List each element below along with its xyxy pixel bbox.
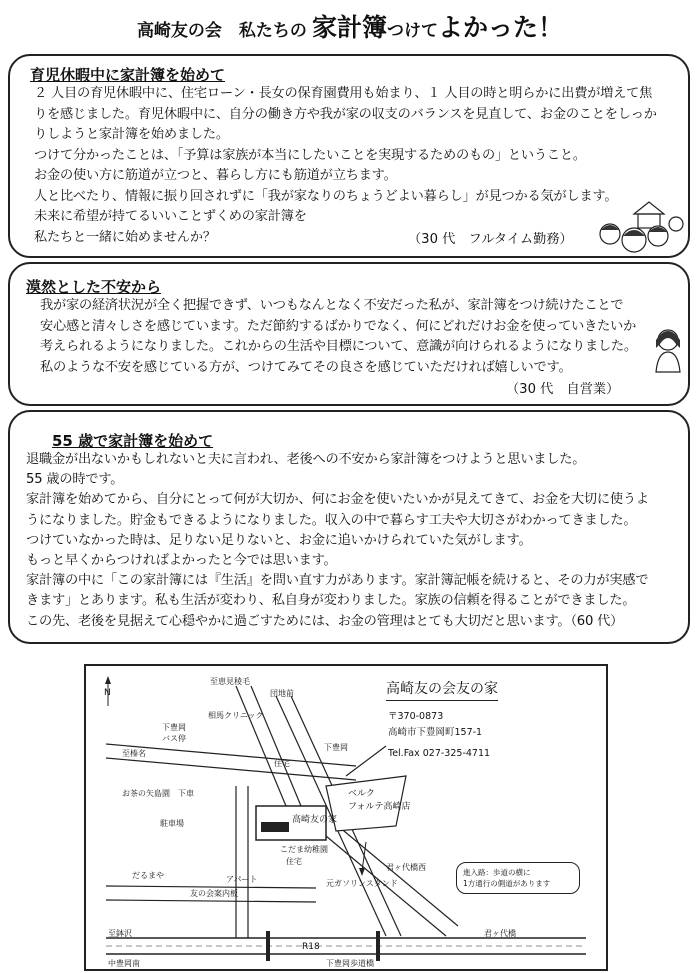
map-label: 高崎友の家: [292, 815, 338, 825]
map-label: 住宅: [274, 759, 290, 768]
woman-illustration: [650, 324, 686, 374]
story-card-2: [8, 262, 690, 406]
story-card-1: [8, 54, 690, 258]
story-heading: 漠然とした不安から: [26, 278, 162, 296]
map-label: 君ヶ代橋西: [386, 863, 426, 872]
entrance-note: 進入路：歩道の横に 1方通行の側道があります: [456, 862, 580, 894]
map-label: 駐車場: [160, 819, 184, 828]
access-map: [84, 664, 608, 971]
map-label: 相馬クリニック: [208, 711, 264, 720]
postal-code: 〒370-0873: [388, 711, 444, 722]
map-label: 君ヶ代橋: [484, 929, 516, 938]
title-prefix: 高崎友の会 私たちの: [136, 21, 307, 41]
map-label: 住宅: [286, 857, 302, 866]
title-main: 家計簿: [312, 13, 388, 42]
story-signature: （30 代 自営業）: [506, 382, 620, 397]
map-label: 至恵見稜毛: [210, 677, 250, 686]
map-label: だるまや: [132, 871, 164, 880]
map-label: 下豊岡歩道橋: [326, 959, 374, 968]
map-label: こだま幼稚園: [280, 845, 328, 854]
title-mid: つけて: [387, 21, 439, 41]
page-title: [0, 8, 700, 44]
story-heading: 育児休暇中に家計簿を始めて: [30, 66, 226, 84]
map-label: 下豊岡 バス停: [162, 723, 186, 743]
story-card-3: [8, 410, 690, 644]
family-illustration: [594, 196, 684, 258]
story-body: 退職金が出ないかもしれないと夫に言われ、老後への不安から家計簿をつけようと思いました。 55 歳の時です。 家計簿を始めてから、自分にとって何が大切か、何にお金を使いたいかが見えてきて、お金を大切に使うよ うになりました。貯金もできるようになりました。収入の中で暮らす工夫や大切さがわかってきました。 つけていなかった時は、足りない足りないと、お金に追いかけられていた気がします。 もっと早くからつければよかったと今では思います。 家計簿の中に「この家計簿には『生活』を問い直す力があります。家計簿記帳を続けると、その力が実感で きます」とあります。私も生活が変わり、私自身が変わりました。家族の信頼を得ることができました。 この先、老後を見据えて心穏やかに過ごすためには、お金の管理はとても大切だと思います。（60 代）: [26, 452, 649, 629]
north-label: N: [104, 688, 111, 698]
phone-fax: Tel.Fax 027-325-4711: [388, 748, 491, 759]
map-label: 元ガソリンスタンド: [326, 879, 398, 888]
map-label: 友の会案内板: [190, 889, 238, 898]
map-label: 至榛名: [122, 749, 146, 758]
map-label: 下豊岡: [324, 743, 348, 752]
story-signature: （30 代 フルタイム勤務）: [408, 232, 573, 247]
title-end: よかった！: [438, 13, 564, 42]
map-label: 団地前: [270, 689, 294, 698]
map-label: R18: [302, 942, 320, 952]
story-heading: 55 歳で家計簿を始めて: [52, 432, 214, 450]
story-body: ２ 人目の育児休暇中に、住宅ローン・長女の保育園費用も始まり、１ 人目の時と明らかに出費が増えて焦 りを感じました。育児休暇中に、自分の働き方や我が家の収支のバランスを見直して、お金のことをしっか りしようと家計簿を始めました。 つけて分かったことは、「予算は家族が本当にしたいことを実現するためのもの」ということ。 お金の使い方に筋道が立つと、暮らし方にも筋道が立ちます。 人と比べたり、情報に振り回されずに「我が家なりのちょうどよい暮らし」が見つかる気がします。 未来に希望が持てるいいことずくめの家計簿を 私たちと一緒に始めませんか？: [34, 86, 657, 245]
map-label: お茶の矢島園 下車: [122, 789, 194, 798]
map-label: ベルク フォルテ高崎店: [348, 789, 411, 812]
map-label: 中豊岡南: [108, 959, 140, 968]
map-label: 至鉢沢: [108, 929, 132, 938]
map-title: 高崎友の会友の家: [386, 678, 498, 701]
map-label: アパート: [226, 875, 258, 884]
story-body: 我が家の経済状況が全く把握できず、いつもなんとなく不安だった私が、家計簿をつけ続けたことで 安心感と清々しさを感じています。ただ節約するばかりでなく、何にどれだけお金を使っていきたいか 考えられるようになりました。これからの生活や目標について、意識が向けられるようになりました。 私のような不安を感じている方が、つけてみてその良さを感じていただければ嬉しいです。: [40, 298, 637, 375]
address: 高崎市下豊岡町157-1: [388, 727, 483, 738]
